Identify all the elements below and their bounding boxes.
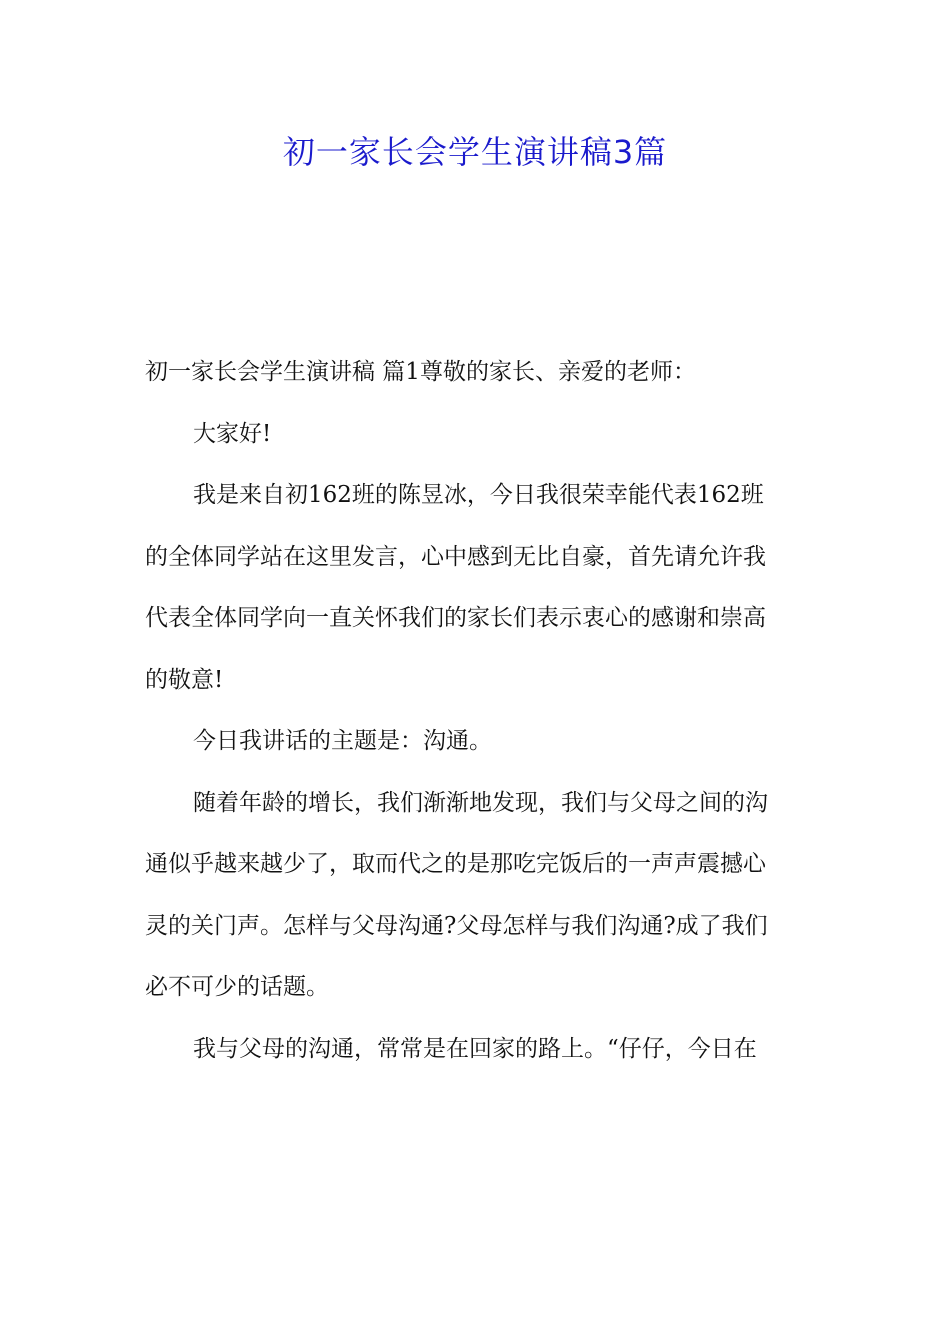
body-line: 通似乎越来越少了，取而代之的是那吃完饭后的一声声震撼心 [145,851,766,877]
body-line: 随着年龄的增长，我们渐渐地发现，我们与父母之间的沟 [193,789,768,816]
body-line: 的敬意! [145,666,224,693]
body-line: 灵的关门声。怎样与父母沟通?父母怎样与我们沟通?成了我们 [145,912,768,939]
body-line: 我是来自初162班的陈昱冰，今日我很荣幸能代表162班 [193,482,764,508]
document-body [145,342,809,1080]
body-line: 代表全体同学向一直关怀我们的家长们表示衷心的感谢和崇高 [145,605,766,631]
body-line: 我与父母的沟通，常常是在回家的路上。“仔仔，今日在 [193,1035,757,1062]
body-line: 必不可少的话题。 [145,974,329,1000]
document-title: 初一家长会学生演讲稿3篇 [282,133,668,171]
body-line: 的全体同学站在这里发言，心中感到无比自豪，首先请允许我 [145,543,766,570]
body-line-greeting: 大家好! [193,420,272,447]
body-line-heading: 初一家长会学生演讲稿 篇1尊敬的家长、亲爱的老师： [145,359,696,385]
body-line: 今日我讲话的主题是：沟通。 [193,728,492,754]
